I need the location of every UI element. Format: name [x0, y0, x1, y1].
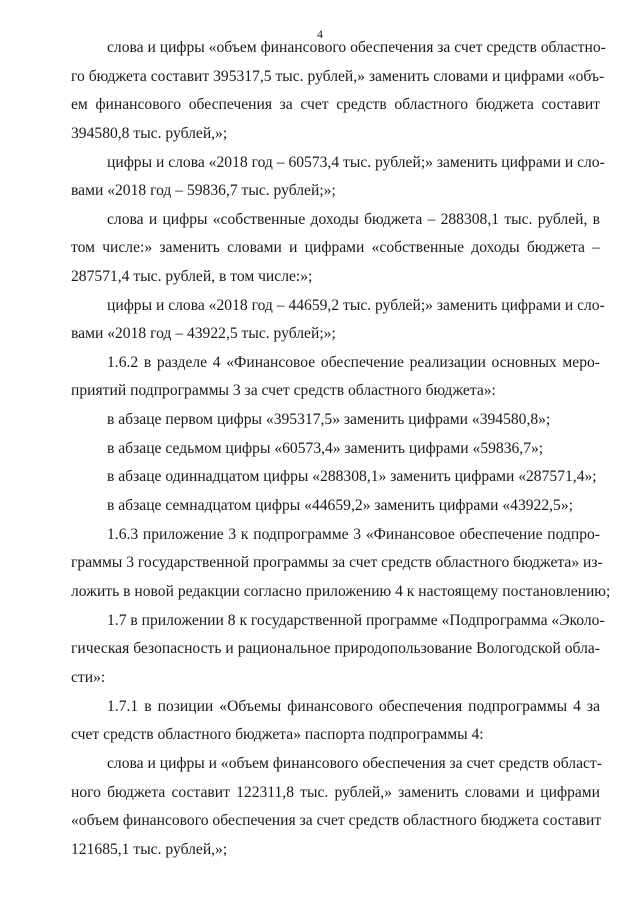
- page-number: 4: [317, 27, 323, 41]
- text-line: в абзаце одиннадцатом цифры «288308,1» заменить цифрами «287571,4»;: [107, 468, 597, 485]
- text-line: ного бюджета составит 122311,8 тыс. рублей,» заменить словами и цифрами: [71, 784, 600, 801]
- text-line: 1.7 в приложении 8 к государственной программе «Подпрограмма «Эколо-: [107, 612, 605, 629]
- text-line: 1.6.3 приложение 3 к подпрограмме 3 «Финансовое обеспечение подпро-: [107, 526, 600, 543]
- text-line: 287571,4 тыс. рублей, в том числе:»;: [71, 268, 313, 285]
- text-line: ем финансового обеспечения за счет средств областного бюджета составит: [71, 96, 600, 113]
- text-line: слова и цифры «объем финансового обеспечения за счет средств областно-: [107, 39, 606, 56]
- text-line: счет средств областного бюджета» паспорта подпрограммы 4:: [71, 726, 484, 743]
- text-line: 121685,1 тыс. рублей,»;: [71, 841, 228, 858]
- text-line: го бюджета составит 395317,5 тыс. рублей,» заменить словами и цифрами «объ-: [71, 68, 605, 85]
- text-line: слова и цифры и «объем финансового обеспечения за счет средств област-: [107, 755, 602, 772]
- text-line: ложить в новой редакции согласно приложению 4 к настоящему постановлению;: [71, 583, 611, 600]
- text-line: цифры и слова «2018 год – 44659,2 тыс. рублей;» заменить цифрами и сло-: [107, 297, 605, 314]
- text-line: том числе:» заменить словами и цифрами «собственные доходы бюджета –: [71, 239, 600, 256]
- text-line: граммы 3 государственной программы за счет средств областного бюджета» из-: [71, 554, 603, 571]
- text-line: 394580,8 тыс. рублей,»;: [71, 125, 228, 142]
- text-line: вами «2018 год – 43922,5 тыс. рублей;»;: [71, 325, 336, 342]
- text-line: сти»:: [71, 669, 106, 686]
- text-line: цифры и слова «2018 год – 60573,4 тыс. рублей;» заменить цифрами и сло-: [107, 154, 605, 171]
- text-line: гическая безопасность и рациональное природопользование Вологодской обла-: [71, 640, 600, 657]
- text-line: приятий подпрограммы 3 за счет средств областного бюджета»:: [71, 382, 496, 399]
- text-line: вами «2018 год – 59836,7 тыс. рублей;»;: [71, 182, 336, 199]
- text-line: 1.6.2 в разделе 4 «Финансовое обеспечение реализации основных меро-: [107, 354, 600, 371]
- text-line: в абзаце первом цифры «395317,5» заменить цифрами «394580,8»;: [107, 411, 551, 428]
- text-line: в абзаце седьмом цифры «60573,4» заменить цифрами «59836,7»;: [107, 440, 544, 457]
- text-line: слова и цифры «собственные доходы бюджета – 288308,1 тыс. рублей, в: [107, 211, 600, 228]
- text-line: «объем финансового обеспечения за счет средств областного бюджета составит: [71, 812, 602, 829]
- text-line: в абзаце семнадцатом цифры «44659,2» заменить цифрами «43922,5»;: [107, 497, 573, 514]
- text-line: 1.7.1 в позиции «Объемы финансового обеспечения подпрограммы 4 за: [107, 698, 600, 715]
